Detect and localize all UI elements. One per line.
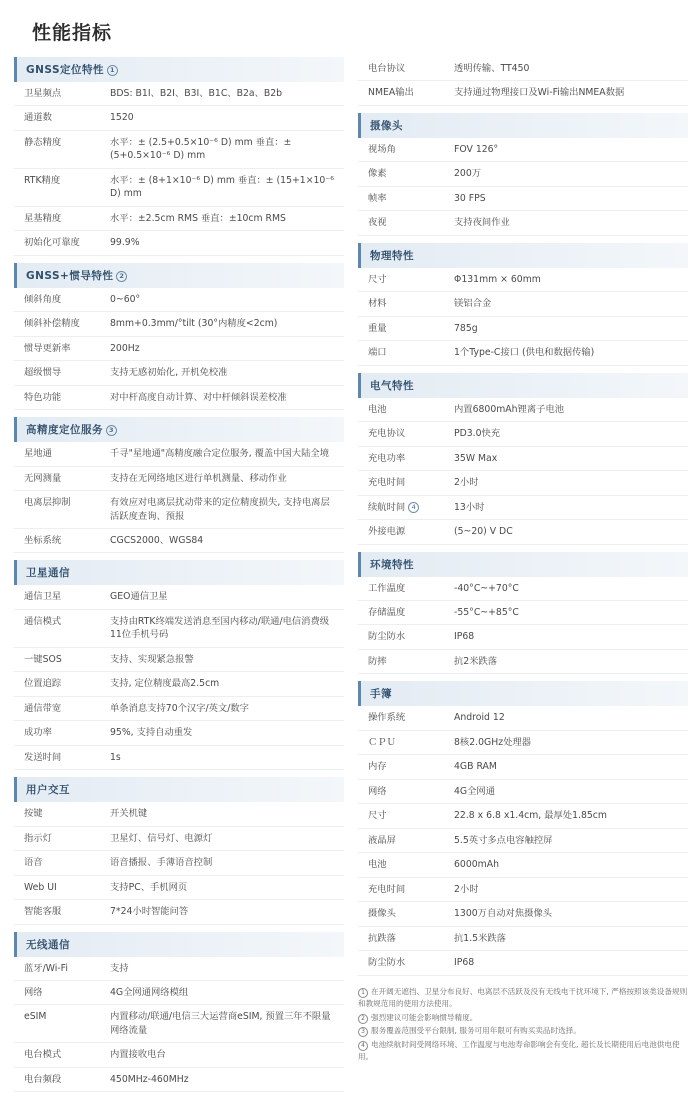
spec-columns [14, 57, 686, 1099]
spec-value: 4G全网通网络模组 [110, 987, 189, 998]
spec-label: 倾斜角度 [24, 293, 62, 305]
spec-value: FOV 126° [454, 143, 499, 155]
spec-section [14, 57, 344, 256]
section-title: 摄像头 [370, 119, 403, 132]
spec-label: 尺寸 [368, 273, 387, 285]
spec-value: Android 12 [454, 712, 505, 724]
section-title: 用户交互 [26, 784, 70, 797]
spec-value: 95%, 支持自动重发 [110, 727, 193, 739]
spec-label: 充电协议 [368, 428, 406, 440]
spec-row [358, 138, 688, 162]
spec-label: 充电时间 [368, 477, 406, 489]
spec-value: Φ131mm × 60mm [454, 273, 541, 285]
spec-value: 450MHz-460MHz [110, 1073, 189, 1085]
spec-value: -55°C~+85°C [454, 606, 519, 618]
spec-label: 通信带宽 [24, 702, 62, 714]
spec-section [14, 932, 344, 1093]
spec-value: 水平：±2.5cm RMS 垂直：±10cm RMS [110, 212, 286, 224]
spec-row [358, 780, 688, 804]
spec-rows [358, 268, 688, 366]
spec-row [14, 288, 344, 312]
spec-rows [358, 577, 688, 675]
spec-value: 8核2.0GHz处理器 [454, 736, 531, 748]
spec-row [14, 876, 344, 900]
spec-label: 像素 [368, 168, 387, 180]
spec-value: 支持无感初始化, 开机免校准 [110, 367, 228, 379]
spec-row [358, 187, 688, 211]
spec-value: 200万 [454, 168, 482, 180]
spec-label: 蓝牙/Wi-Fi [24, 962, 68, 974]
section-header [14, 417, 344, 442]
spec-value: 4GB RAM [454, 761, 497, 773]
spec-value: 开关机键 [110, 808, 148, 820]
spec-label: 通道数 [24, 112, 52, 124]
spec-value: 2小时 [454, 883, 479, 895]
spec-value: 5.5英寸多点电容触控屏 [454, 834, 553, 846]
spec-row [14, 827, 344, 851]
spec-row [358, 804, 688, 828]
spec-label: 卫星频点 [24, 88, 62, 99]
spec-value: 对中杆高度自动计算、对中杆倾斜误差校准 [110, 391, 287, 403]
spec-row [14, 585, 344, 609]
spec-row [14, 529, 344, 553]
section-title: 环境特性 [370, 558, 414, 571]
spec-section [14, 263, 344, 410]
footnote-item [358, 1039, 688, 1064]
spec-row [358, 853, 688, 877]
footnote-marker-icon: 2 [116, 271, 127, 282]
spec-label: 静态精度 [24, 136, 62, 148]
footnotes [358, 986, 688, 1064]
spec-label: 指示灯 [24, 832, 52, 844]
section-header [14, 932, 344, 957]
spec-label: 端口 [368, 347, 387, 359]
footnote-text: 电池续航时间受网络环境、工作温度与电池寿命影响会有变化, 超长及长期使用后电池供电使用。 [358, 1039, 680, 1062]
spec-row [358, 292, 688, 316]
spec-row [14, 610, 344, 648]
spec-row [14, 648, 344, 672]
spec-label: 外接电源 [368, 526, 406, 538]
spec-section [358, 243, 688, 366]
spec-value: 内置6800mAh锂离子电池 [454, 403, 565, 415]
spec-row [14, 802, 344, 826]
footnote-text: 强烈建议可能会影响惯导精度。 [371, 1012, 478, 1022]
spec-rows [14, 288, 344, 410]
spec-row [14, 337, 344, 361]
spec-label: 防尘防水 [368, 957, 406, 969]
spec-value: 抗2米跌落 [454, 655, 498, 667]
spec-value: 7*24小时智能问答 [110, 906, 189, 918]
footnote-item [358, 986, 688, 1011]
spec-value: 水平：± (8+1×10⁻⁶ D) mm 垂直：± (15+1×10⁻⁶ D) mm [110, 174, 334, 200]
spec-value: 卫星灯、信号灯、电源灯 [110, 832, 213, 844]
spec-value: 1s [110, 751, 121, 763]
spec-rows [14, 442, 344, 553]
section-title: 卫星通信 [26, 567, 70, 580]
spec-row [14, 82, 344, 106]
spec-row [358, 211, 688, 235]
spec-label: 充电时间 [368, 883, 406, 895]
spec-value: 支持由RTK终端发送消息至国内移动/联通/电信消费级11位手机号码 [110, 615, 330, 641]
spec-label: 电台协议 [368, 63, 406, 74]
spec-value: 支持通过物理接口及Wi-Fi输出NMEA数据 [454, 87, 625, 99]
footnote-number-icon: 1 [358, 988, 368, 998]
spec-value: 抗1.5米跌落 [454, 932, 506, 944]
spec-rows [358, 706, 688, 975]
section-title: 手簿 [370, 688, 392, 701]
spec-value: 支持、实现紧急报警 [110, 653, 194, 665]
spec-value: 2小时 [454, 477, 479, 489]
spec-value: GEO通信卫星 [110, 591, 168, 603]
spec-row [358, 625, 688, 649]
footnote-marker-icon: 4 [408, 502, 419, 513]
section-title: 物理特性 [370, 249, 414, 262]
spec-row [14, 442, 344, 466]
section-title: 电气特性 [370, 379, 414, 392]
section-header [358, 243, 688, 268]
spec-row [358, 496, 688, 520]
spec-row [14, 207, 344, 231]
spec-section [358, 552, 688, 675]
spec-label: NMEA输出 [368, 87, 414, 99]
spec-value: -40°C~+70°C [454, 582, 519, 594]
spec-row [14, 467, 344, 491]
spec-value: 内置移动/联通/电信三大运营商eSIM, 预置三年不限量网络流量 [110, 1011, 331, 1036]
spec-row [14, 312, 344, 336]
spec-row [358, 422, 688, 446]
section-header [358, 552, 688, 577]
spec-value: (5~20) V DC [454, 526, 513, 538]
spec-row [358, 902, 688, 926]
spec-row [14, 672, 344, 696]
spec-value: 4G全网通 [454, 785, 496, 797]
spec-section [358, 373, 688, 545]
section-header [358, 373, 688, 398]
spec-value: PD3.0快充 [454, 428, 501, 440]
spec-value: 99.9% [110, 237, 140, 249]
spec-label: 惯导更新率 [24, 342, 71, 354]
spec-row [358, 951, 688, 975]
spec-label: 夜视 [368, 217, 387, 229]
spec-value: 内置接收电台 [110, 1049, 166, 1061]
spec-row [14, 131, 344, 169]
spec-row [358, 601, 688, 625]
spec-label: 网络 [24, 987, 43, 998]
spec-label: 电池 [368, 403, 387, 415]
spec-value: 1个Type-C接口 (供电和数据传输) [454, 347, 595, 359]
spec-value: 35W Max [454, 452, 498, 464]
spec-label: Web UI [24, 881, 57, 893]
spec-value: 支持PC、手机网页 [110, 881, 188, 893]
spec-label: 摄像头 [368, 908, 396, 920]
spec-label: 液晶屏 [368, 834, 396, 846]
section-title: GNSS+惯导特性 [26, 269, 114, 282]
spec-value: 0~60° [110, 293, 141, 305]
spec-label: 通信卫星 [24, 591, 62, 603]
spec-row [358, 398, 688, 422]
spec-section [358, 681, 688, 975]
spec-row [14, 386, 344, 410]
spec-label: RTK精度 [24, 174, 61, 186]
spec-row [14, 900, 344, 924]
spec-rows [358, 57, 688, 106]
spec-value: CGCS2000、WGS84 [110, 534, 204, 546]
spec-value: 支持, 定位精度最高2.5cm [110, 678, 220, 690]
spec-row [14, 169, 344, 207]
spec-value: 13小时 [454, 501, 485, 513]
spec-label: ＣＰＵ [368, 736, 396, 748]
spec-label: 工作温度 [368, 582, 406, 594]
section-header [14, 560, 344, 585]
spec-row [14, 721, 344, 745]
spec-row [14, 491, 344, 529]
spec-label: 电台频段 [24, 1073, 62, 1085]
page-title: 性能指标 [32, 22, 113, 44]
spec-value: 22.8 x 6.8 x1.4cm, 最厚处1.85cm [454, 810, 607, 822]
spec-row [358, 829, 688, 853]
spec-row [358, 731, 688, 755]
spec-value: 1520 [110, 112, 134, 124]
spec-value: 水平：± (2.5+0.5×10⁻⁶ D) mm 垂直：± (5+0.5×10⁻⁶ D) mm [110, 136, 292, 162]
spec-row [358, 706, 688, 730]
spec-label: 语音 [24, 857, 43, 869]
spec-label: 操作系统 [368, 712, 406, 724]
footnote-number-icon: 3 [358, 1027, 368, 1037]
spec-label: 抗跌落 [368, 932, 396, 944]
spec-label: 按键 [24, 808, 43, 820]
spec-value: 支持夜间作业 [454, 217, 510, 229]
left-column [14, 57, 344, 1099]
spec-label: 无网测量 [24, 472, 62, 484]
spec-label: 发送时间 [24, 751, 62, 763]
spec-rows [14, 82, 344, 256]
spec-row [14, 746, 344, 770]
spec-label: 坐标系统 [24, 534, 62, 546]
spec-rows [358, 398, 688, 545]
section-header [14, 57, 344, 82]
spec-value: 8mm+0.3mm/°tilt (30°内精度<2cm) [110, 318, 278, 330]
spec-label: 防尘防水 [368, 631, 406, 643]
spec-row [14, 981, 344, 1005]
spec-row [14, 1068, 344, 1092]
spec-label: 防摔 [368, 655, 387, 667]
spec-row [14, 697, 344, 721]
spec-label: 尺寸 [368, 810, 387, 822]
spec-row [14, 1005, 344, 1043]
spec-value: 支持 [110, 962, 129, 974]
spec-label: eSIM [24, 1011, 47, 1023]
footnote-item [358, 1012, 688, 1025]
spec-value: 有效应对电离层扰动带来的定位精度损失, 支持电离层活跃度查询、预报 [110, 497, 330, 522]
spec-label: 智能客服 [24, 906, 62, 918]
spec-label: 电台模式 [24, 1049, 62, 1061]
spec-label: 初始化可靠度 [24, 237, 80, 249]
spec-section [14, 777, 344, 924]
spec-label: 超级惯导 [24, 367, 62, 379]
spec-value: 200Hz [110, 342, 140, 354]
footnote-number-icon: 4 [358, 1041, 368, 1051]
spec-section [358, 113, 688, 236]
footnote-text: 服务覆盖范围受平台限制, 服务可用年限可有购买卖品时选择。 [371, 1026, 581, 1036]
section-header [358, 113, 688, 138]
spec-label: 内存 [368, 761, 387, 773]
spec-row [358, 520, 688, 544]
spec-row [358, 57, 688, 81]
spec-label: 续航时间 4 [358, 496, 450, 519]
spec-row [14, 851, 344, 875]
spec-label: 视场角 [368, 143, 396, 155]
spec-row [358, 577, 688, 601]
section-title: 无线通信 [26, 938, 70, 951]
spec-row [14, 1043, 344, 1067]
spec-label: 电离层抑制 [24, 497, 71, 509]
spec-label: 材料 [368, 298, 387, 310]
spec-value: 单条消息支持70个汉字/英文/数字 [110, 702, 249, 714]
spec-value: 支持在无网络地区进行单机测量、移动作业 [110, 472, 287, 484]
spec-rows [14, 802, 344, 924]
footnote-marker-icon: 1 [107, 65, 118, 76]
spec-label: 电池 [368, 859, 387, 871]
spec-label: 星基精度 [24, 212, 62, 224]
spec-value: BDS: B1I、B2I、B3I、B1C、B2a、B2b [110, 88, 283, 99]
spec-label: 充电功率 [368, 452, 406, 464]
spec-rows [358, 138, 688, 236]
spec-value: IP68 [454, 957, 475, 969]
spec-label: 重量 [368, 322, 387, 334]
spec-section [14, 560, 344, 770]
spec-rows [14, 957, 344, 1093]
spec-row [358, 447, 688, 471]
footnote-number-icon: 2 [358, 1014, 368, 1024]
spec-row [358, 81, 688, 105]
spec-value: 透明传输、TT450 [454, 63, 530, 74]
section-header [358, 681, 688, 706]
spec-row [358, 317, 688, 341]
spec-section [14, 417, 344, 553]
spec-row [14, 361, 344, 385]
spec-label: 一键SOS [24, 653, 62, 665]
section-header [14, 263, 344, 288]
spec-row [358, 471, 688, 495]
spec-value: 镁铝合金 [454, 298, 492, 310]
section-header [14, 777, 344, 802]
spec-section [358, 57, 688, 106]
section-title: 高精度定位服务 [26, 424, 103, 437]
spec-row [358, 650, 688, 674]
spec-row [14, 106, 344, 130]
spec-label: 位置追踪 [24, 678, 62, 690]
footnote-text: 在开阔无遮挡、卫星分布良好、电离层不活跃及没有无线电干扰环境下, 严格按照该类设备规则和教规范用的使用方法使用。 [358, 986, 688, 1009]
spec-value: 6000mAh [454, 859, 499, 871]
spec-value: 语音播报、手薄语音控制 [110, 857, 213, 869]
spec-label: 网络 [368, 785, 387, 797]
spec-row [358, 268, 688, 292]
spec-label: 成功率 [24, 727, 52, 739]
spec-label: 通信模式 [24, 615, 62, 627]
spec-label: 存储温度 [368, 606, 406, 618]
spec-rows [14, 585, 344, 770]
spec-value: 785g [454, 322, 478, 334]
spec-label: 星地通 [24, 448, 52, 460]
footnote-marker-icon: 3 [106, 425, 117, 436]
spec-row [14, 231, 344, 255]
spec-label: 特色功能 [24, 391, 62, 403]
spec-value: IP68 [454, 631, 475, 643]
right-column [358, 57, 688, 1065]
footnote-item [358, 1025, 688, 1038]
spec-row [14, 957, 344, 981]
spec-value: 千寻"星地通"高精度融合定位服务, 覆盖中国大陆全境 [110, 448, 329, 460]
spec-row [358, 878, 688, 902]
section-title: GNSS定位特性 [26, 64, 105, 76]
spec-row [358, 341, 688, 365]
spec-label: 倾斜补偿精度 [24, 318, 80, 330]
spec-row [358, 927, 688, 951]
spec-row [358, 162, 688, 186]
spec-row [358, 755, 688, 779]
spec-value: 30 FPS [454, 192, 486, 204]
spec-value: 1300万自动对焦摄像头 [454, 908, 553, 920]
spec-label: 帧率 [368, 192, 387, 204]
